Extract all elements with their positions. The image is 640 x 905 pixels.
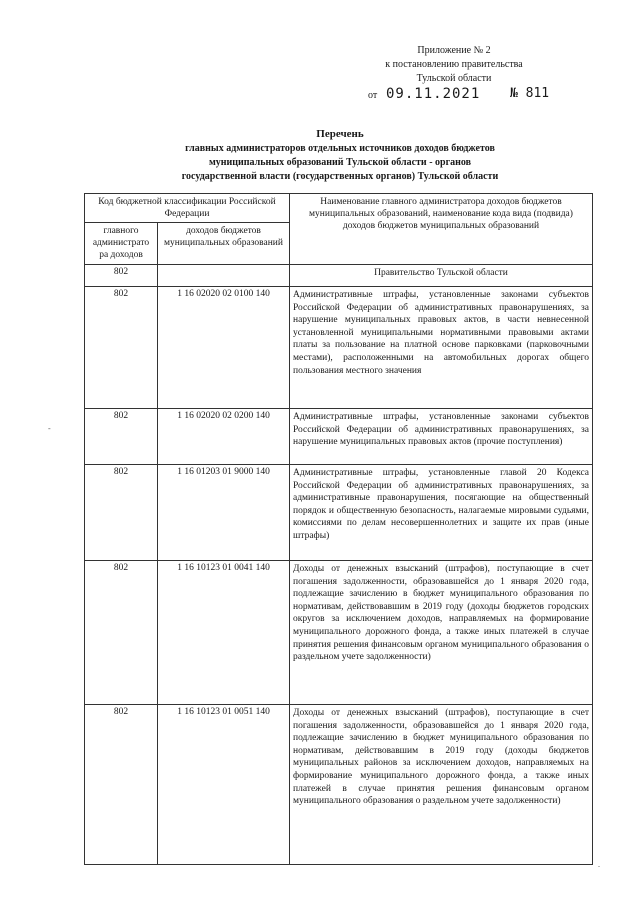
title-line-1: Перечень <box>316 128 364 140</box>
admin-code-cell: 802 <box>85 465 158 561</box>
income-name-cell: Административные штрафы, установленные законами субъектов Российской Федерации об административных правонарушениях, за нарушение муниципальных правовых актов, в части невнесенной установленной муниципальными нормативными правовыми актами платы за пользование на платной основе парковками (парковочными местами), расположенными на автомобильных дорогах общего пользования местного значения <box>290 287 593 409</box>
income-name-cell: Доходы от денежных взысканий (штрафов), поступающие в счет погашения задолженности, образовавшейся до 1 января 2020 года, подлежащие зачислению в бюджет муниципального образования по нормативам, действовавшим в 2019 году (доходы бюджетов городских округов за исключением доходов, направляемых на формирование муниципального дорожного фонда, а также иных платежей в случае принятия решения финансовым органом муниципального образования о раздельном учете задолженности) <box>290 561 593 705</box>
header-name: Наименование главного администратора доходов бюджетов муниципальных образований, наименование кода вида (подвида) доходов бюджетов муниципальных образований <box>290 194 593 265</box>
table-row <box>85 287 593 409</box>
table-row <box>85 705 593 865</box>
revenue-administrators-table <box>84 193 593 865</box>
title-line-2: главных администраторов отдельных источников доходов бюджетов <box>185 143 495 154</box>
document-title <box>110 127 570 184</box>
table-row <box>85 409 593 465</box>
income-code-cell: 1 16 02020 02 0100 140 <box>158 287 290 409</box>
title-line-4: государственной власти (государственных органов) Тульской области <box>181 171 499 182</box>
admin-code-cell: 802 <box>85 561 158 705</box>
admin-code-cell: 802 <box>85 287 158 409</box>
scan-dust-mark: . <box>598 860 600 869</box>
header-kbk: Код бюджетной классификации Российской Федерации <box>85 194 290 223</box>
appendix-region: Тульской области <box>416 73 492 84</box>
table-row <box>85 465 593 561</box>
title-line-3: муниципальных образований Тульской области - органов <box>208 157 472 168</box>
income-name-cell: Доходы от денежных взысканий (штрафов), поступающие в счет погашения задолженности, образовавшейся до 1 января 2020 года, подлежащие зачислению в бюджет муниципального образования по нормативам, действовавшим в 2019 году (доходы бюджетов муниципальных районов за исключением доходов, направляемых на формирование муниципального дорожного фонда, а также иных платежей в случае принятия решения финансовым органом муниципального образования о раздельном учете задолженности) <box>290 705 593 865</box>
income-code-cell: 1 16 01203 01 9000 140 <box>158 465 290 561</box>
income-code-cell <box>158 265 290 287</box>
appendix-decree-ref: к постановлению правительства <box>385 59 523 70</box>
table-row <box>85 561 593 705</box>
header-admin-code: главного администрато ра доходов <box>85 223 158 265</box>
income-name-cell: Административные штрафы, установленные главой 20 Кодекса Российской Федерации об административных правонарушениях, за административные правонарушения, посягающие на общественный порядок и общественную безопасность, налагаемые мировыми судьями, комиссиями по делам несовершеннолетних и защите их прав (иные штрафы) <box>290 465 593 561</box>
income-code-cell: 1 16 10123 01 0051 140 <box>158 705 290 865</box>
admin-code-cell: 802 <box>85 705 158 865</box>
income-name-cell: Правительство Тульской области <box>290 265 593 287</box>
decree-date: 09.11.2021 <box>386 86 481 102</box>
appendix-title: Приложение № 2 <box>417 45 491 56</box>
decree-number: № 811 <box>510 86 550 101</box>
income-name-cell: Административные штрафы, установленные законами субъектов Российской Федерации об административных правонарушениях, за нарушение муниципальных правовых актов (прочие поступления) <box>290 409 593 465</box>
income-code-cell: 1 16 10123 01 0041 140 <box>158 561 290 705</box>
income-code-cell: 1 16 02020 02 0200 140 <box>158 409 290 465</box>
appendix-header <box>374 44 534 86</box>
header-income-code: доходов бюджетов муниципальных образований <box>158 223 290 265</box>
table-row <box>85 265 593 287</box>
admin-code-cell: 802 <box>85 265 158 287</box>
decree-ot-label: от <box>368 90 378 101</box>
admin-code-cell: 802 <box>85 409 158 465</box>
scan-dust-mark: - <box>48 424 51 433</box>
